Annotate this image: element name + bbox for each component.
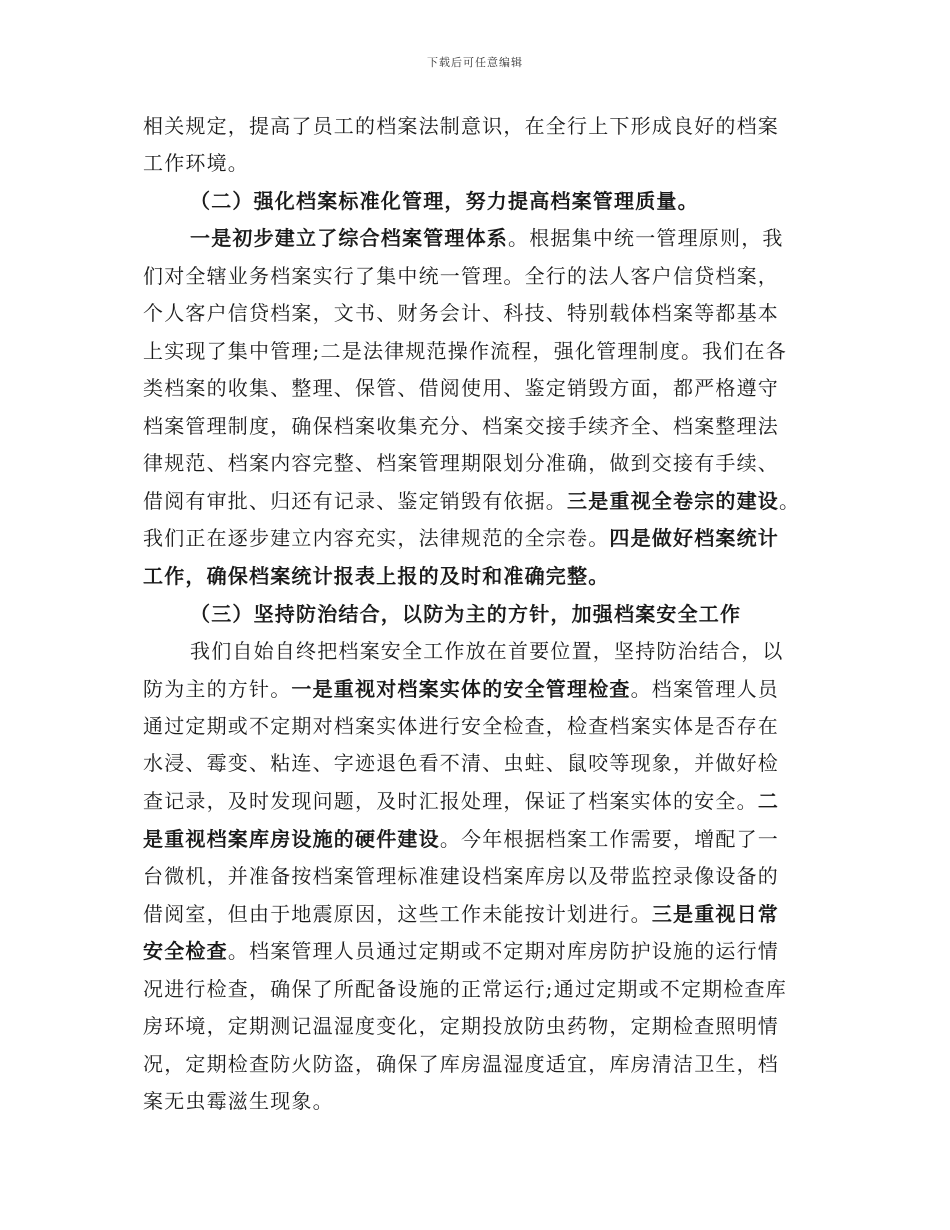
- text-line: [143, 821, 779, 858]
- bold-text-segment: 一是初步建立了综合档案管理体系: [190, 226, 508, 250]
- text-line: [143, 445, 779, 482]
- text-segment: 。根据集中统一管理原则，我: [508, 226, 784, 250]
- page-header: 下载后可任意编辑: [427, 56, 523, 69]
- text-line: [143, 370, 779, 407]
- text-segment: 水浸、霉变、粘连、字迹退色看不清、虫蛀、鼠咬等现象，并做好检: [143, 751, 779, 775]
- text-line: [143, 295, 779, 332]
- text-segment: 况，定期检查防火防盗，确保了库房温湿度适宜，库房清洁卫生，档: [143, 1052, 779, 1076]
- text-segment: 类档案的收集、整理、保管、借阅使用、鉴定销毁方面，都严格遵守: [143, 376, 779, 400]
- bold-text-segment: 安全检查: [143, 939, 228, 963]
- bold-text-segment: 二: [757, 789, 780, 813]
- text-line: [143, 971, 787, 1008]
- bold-text-segment: （二）强化档案标准化管理，努力提高档案管理质量。: [190, 189, 699, 213]
- text-line: [143, 783, 779, 820]
- bold-text-segment: 四是做好档案统计: [609, 526, 780, 550]
- bold-text-segment: 工作，确保档案统计报表上报的及时和准确完整。: [143, 564, 610, 588]
- text-segment: 借阅室，但由于地震原因，这些工作未能按计划进行。: [143, 902, 652, 926]
- text-line: [143, 483, 800, 520]
- text-line: [190, 183, 699, 220]
- text-segment: 上实现了集中管理;二是法律规范操作流程，强化管理制度。我们在各: [143, 339, 787, 363]
- text-line: [143, 1046, 779, 1083]
- text-segment: 防为主的方针。: [143, 677, 292, 701]
- text-line: [190, 633, 784, 670]
- text-line: [143, 858, 779, 895]
- text-line: [143, 708, 779, 745]
- text-line: [143, 520, 779, 557]
- text-line: [190, 596, 741, 633]
- bold-text-segment: 是重视档案库房设施的硬件建设: [143, 827, 440, 851]
- bold-text-segment: 一是重视对档案实体的安全管理检查: [291, 677, 631, 701]
- text-segment: 。档案管理人员: [630, 677, 780, 701]
- text-segment: 相关规定，提高了员工的档案法制意识，在全行上下形成良好的档案: [143, 114, 779, 138]
- text-segment: 查记录，及时发现问题，及时汇报处理，保证了档案实体的安全。: [143, 789, 758, 813]
- text-segment: 台微机，并准备按档案管理标准建设档案库房以及带监控录像设备的: [143, 864, 779, 888]
- bold-text-segment: 三是重视全卷宗的建设: [567, 489, 779, 513]
- text-segment: 工作环境。: [143, 151, 249, 175]
- text-line: [143, 745, 779, 782]
- text-segment: 我们自始自终把档案安全工作放在首要位置，坚持防治结合，以: [190, 639, 784, 663]
- text-line: [143, 408, 779, 445]
- text-line: [143, 933, 779, 970]
- bold-text-segment: 三是重视日常: [651, 902, 780, 926]
- text-segment: 况进行检查，确保了所配备设施的正常运行;通过定期或不定期检查库: [143, 977, 787, 1001]
- text-line: [143, 145, 249, 182]
- text-segment: 个人客户信贷档案，文书、财务会计、科技、特别载体档案等都基本: [143, 301, 779, 325]
- text-segment: 房环境，定期测记温湿度变化，定期投放防虫药物，定期检查照明情: [143, 1014, 779, 1038]
- text-segment: 。档案管理人员通过定期或不定期对库房防护设施的运行情: [227, 939, 780, 963]
- text-segment: 我们正在逐步建立内容充实，法律规范的全宗卷。: [143, 526, 610, 550]
- text-line: [143, 258, 779, 295]
- text-segment: 。今年根据档案工作需要，增配了一: [439, 827, 780, 851]
- text-line: [190, 220, 784, 257]
- text-segment: 。: [779, 489, 801, 513]
- text-line: [143, 1008, 779, 1045]
- text-segment: 借阅有审批、归还有记录、鉴定销毁有依据。: [143, 489, 567, 513]
- text-line: [143, 896, 779, 933]
- text-segment: 们对全辖业务档案实行了集中统一管理。全行的法人客户信贷档案，: [143, 264, 779, 288]
- text-segment: 案无虫霉滋生现象。: [143, 1089, 334, 1113]
- text-line: [143, 671, 779, 708]
- text-segment: 律规范、档案内容完整、档案管理期限划分准确，做到交接有手续、: [143, 451, 779, 475]
- text-line: [143, 558, 609, 595]
- text-line: [143, 108, 779, 145]
- text-segment: 通过定期或不定期对档案实体进行安全检查，检查档案实体是否存在: [143, 714, 779, 738]
- text-line: [143, 333, 787, 370]
- text-line: [143, 1083, 334, 1120]
- text-segment: 档案管理制度，确保档案收集充分、档案交接手续齐全、档案整理法: [143, 414, 779, 438]
- bold-text-segment: （三）坚持防治结合，以防为主的方针，加强档案安全工作: [190, 602, 742, 626]
